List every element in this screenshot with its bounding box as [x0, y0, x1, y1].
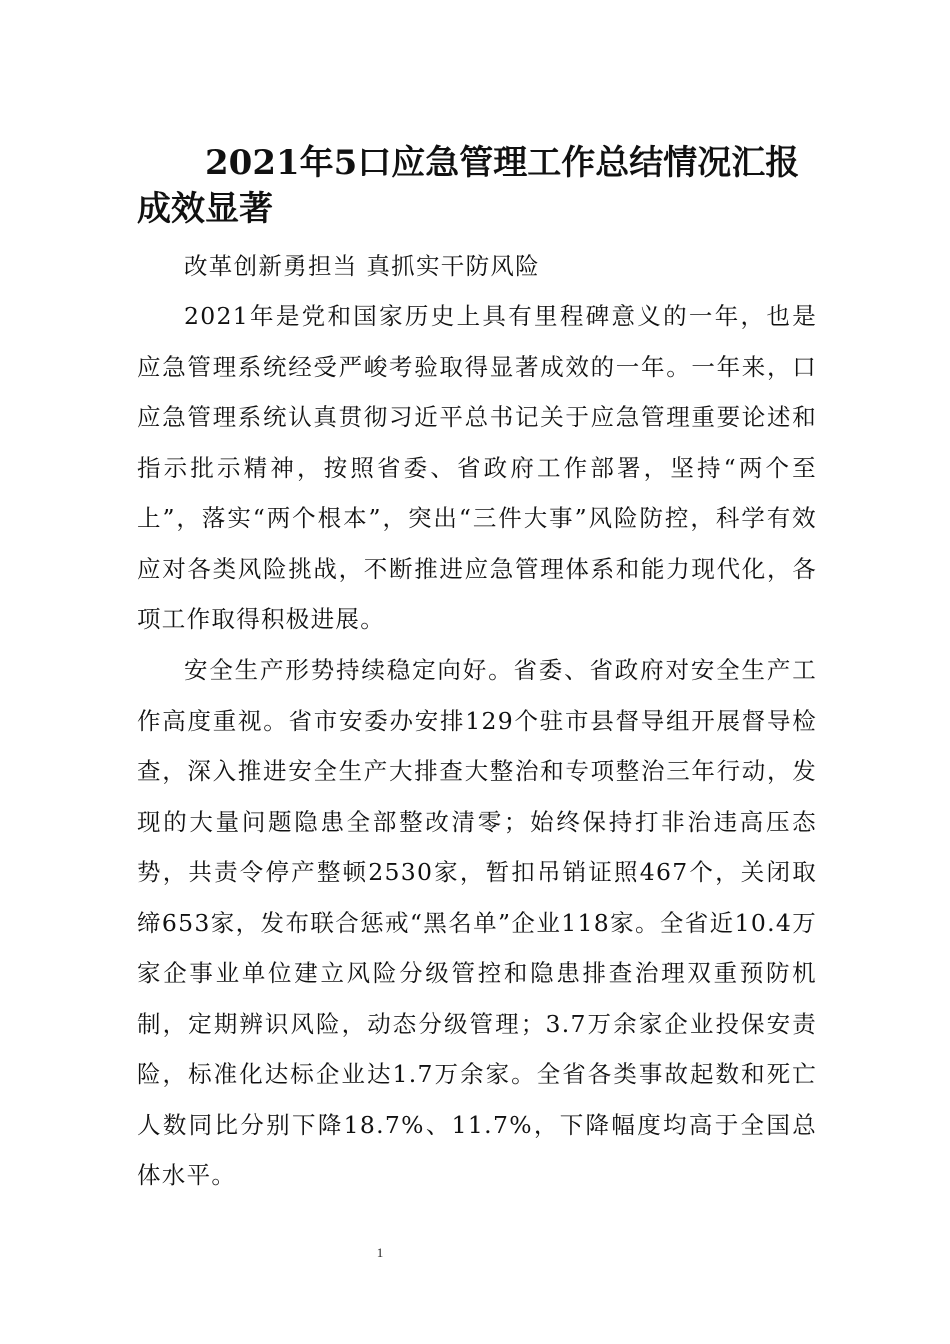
document-title: 2021年5口应急管理工作总结情况汇报成效显著: [137, 143, 800, 229]
paragraph-overview: 2021年是党和国家历史上具有里程碑意义的一年，也是应急管理系统经受严峻考验取得显著成效的一年。一年来，口应急管理系统认真贯彻习近平总书记关于应急管理重要论述和指示批示精神，按照省委、省政府工作部署，坚持“两个至上”，落实“两个根本”，突出“三件大事”风险防控，科学有效应对各类风险挑战，不断推进应急管理体系和能力现代化，各项工作取得积极进展。: [137, 302, 817, 633]
document-subtitle: 改革创新勇担当 真抓实干防风险: [184, 252, 540, 280]
page-number: 1: [376, 1245, 384, 1260]
paragraph-safety-production: 安全生产形势持续稳定向好。省委、省政府对安全生产工作高度重视。省市安委办安排129个驻市县督导组开展督导检查，深入推进安全生产大排查大整治和专项整治三年行动，发现的大量问题隐患全部整改清零；始终保持打非治违高压态势，共责令停产整顿2530家，暂扣吊销证照467个，关闭取缔653家，发布联合惩戒“黑名单”企业118家。全省近10.4万家企事业单位建立风险分级管控和隐患排查治理双重预防机制，定期辨识风险，动态分级管理；3.7万余家企业投保安责险，标准化达标企业达1.7万余家。全省各类事故起数和死亡人数同比分别下降18.7%、11.7%，下降幅度均高于全国总体水平。: [137, 656, 817, 1189]
